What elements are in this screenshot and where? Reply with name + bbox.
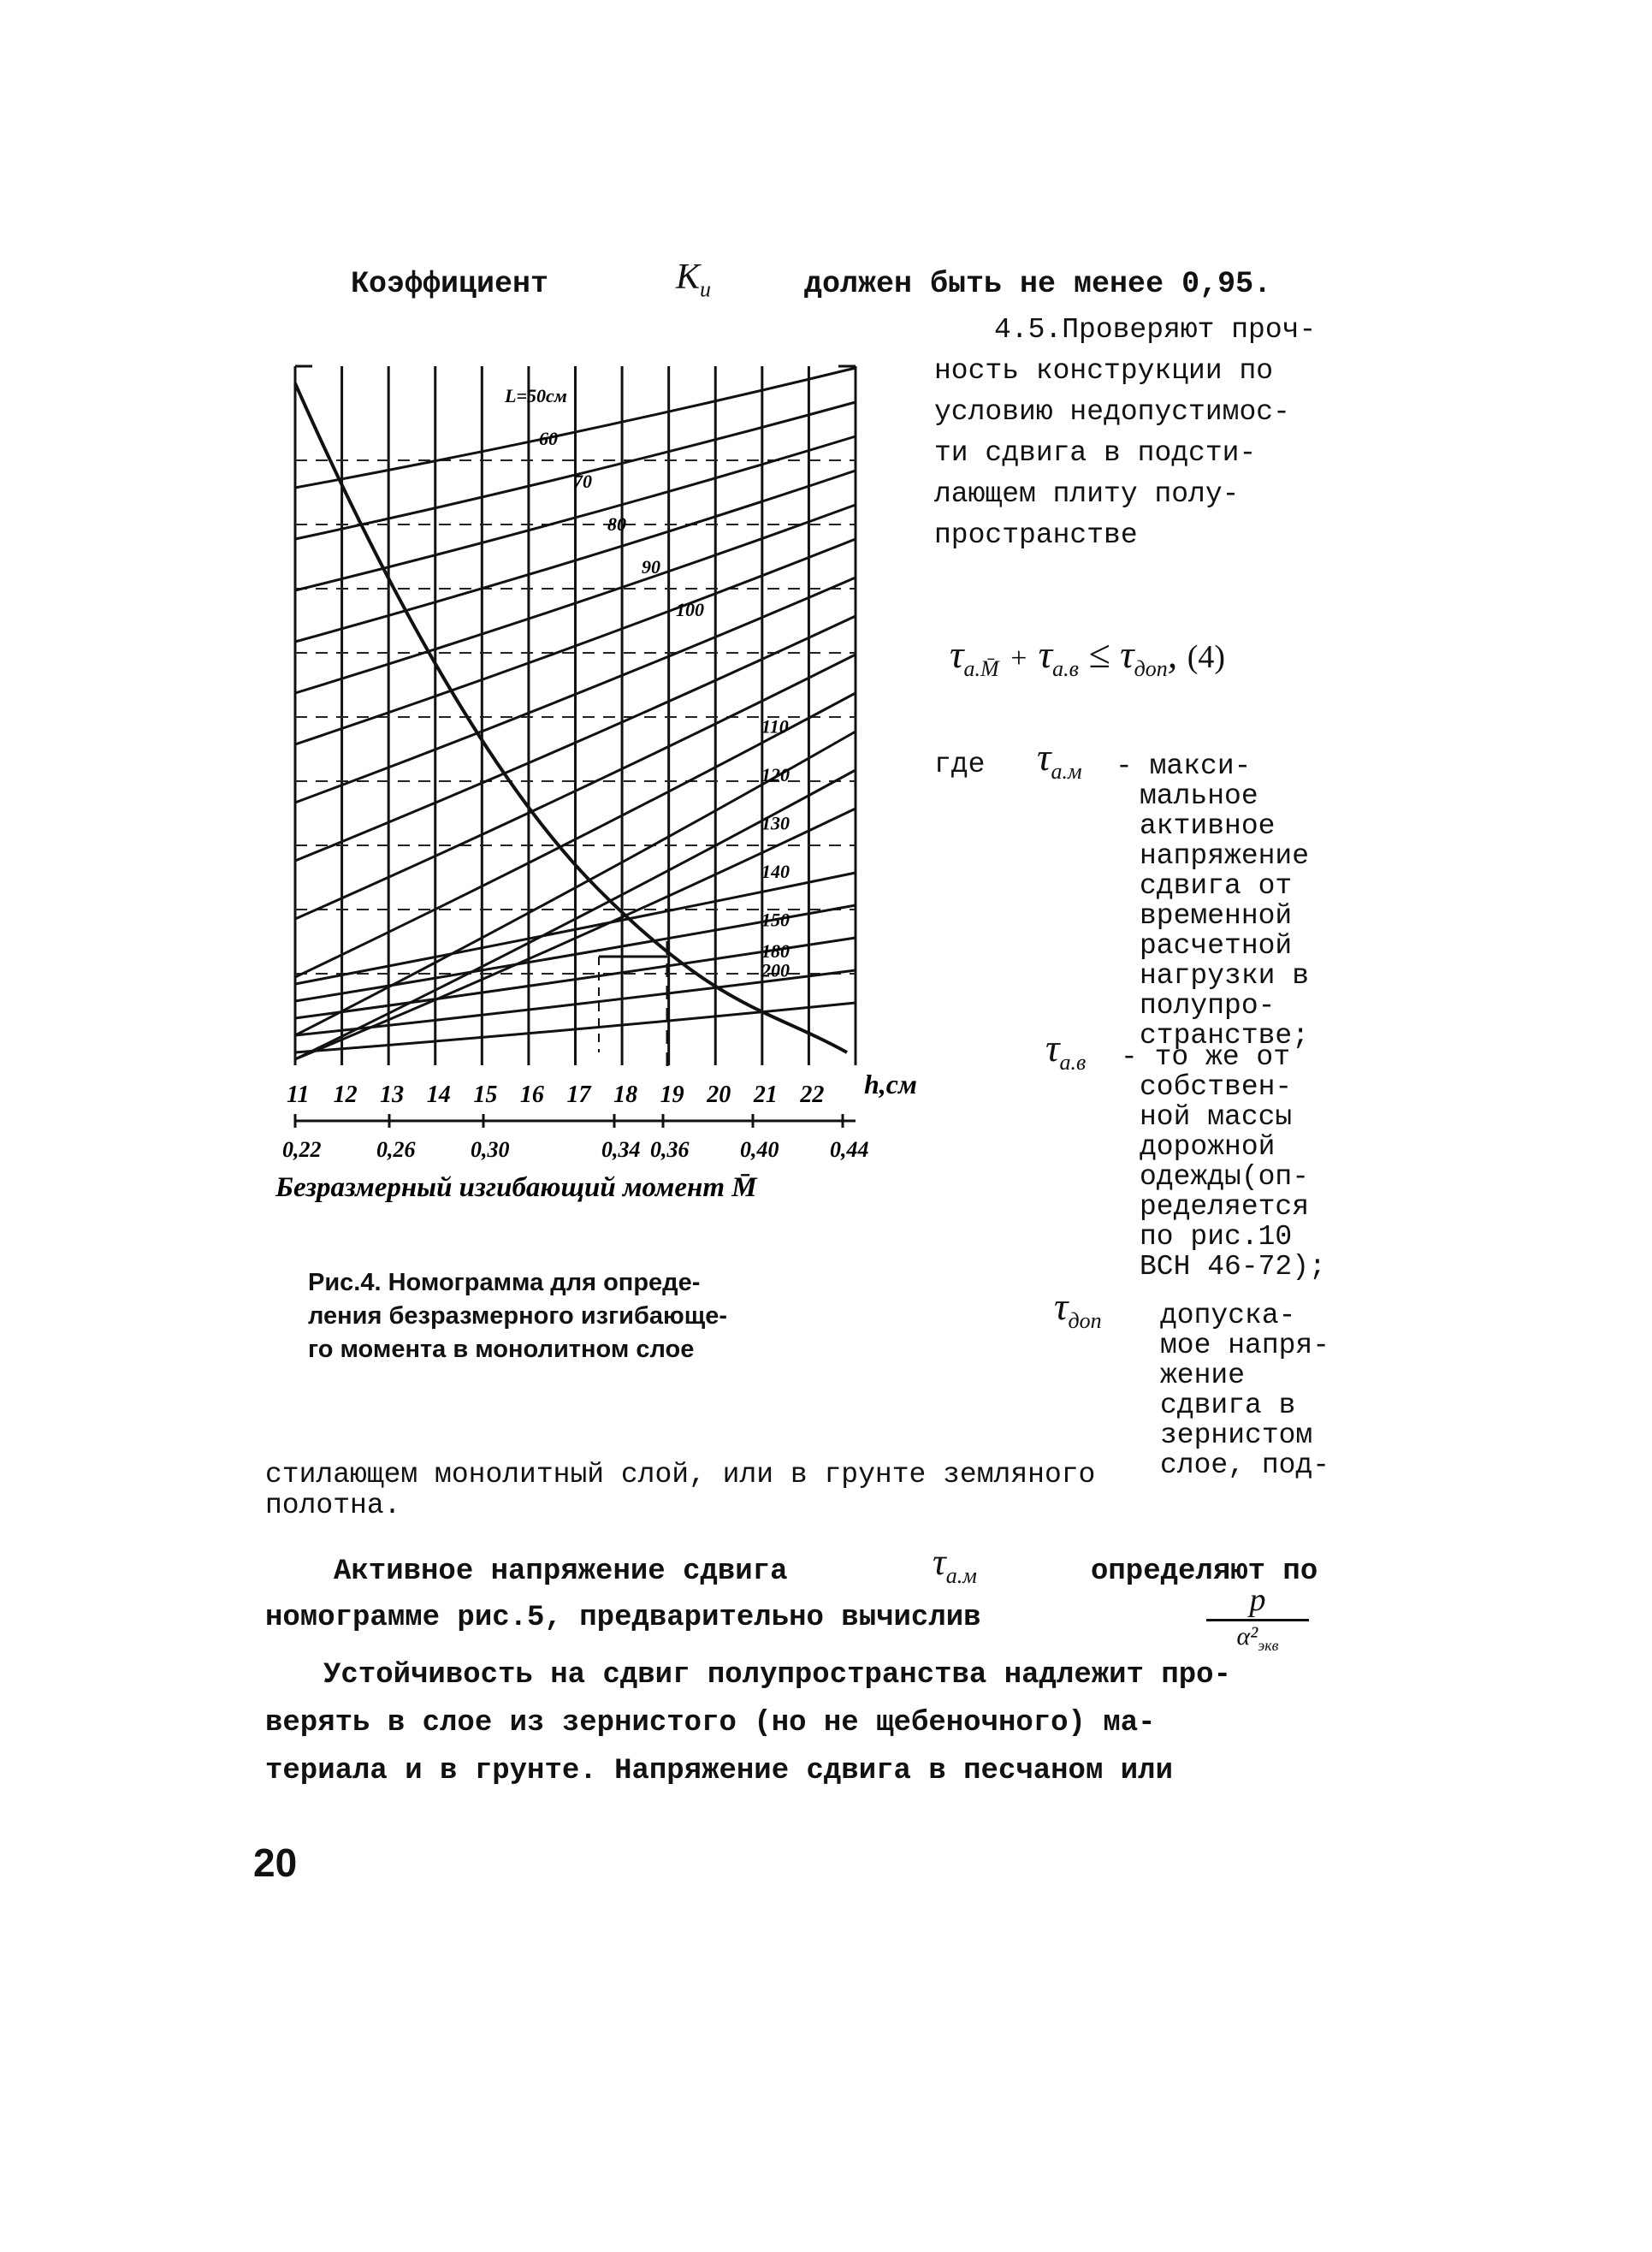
series-label: 200	[761, 959, 790, 981]
def1-text: - макси- мальное активное напряжение сдвига от временной расчетной нагрузки в полупро- странстве;	[1116, 750, 1310, 1052]
right-line: лающем плиту полу-	[934, 478, 1240, 510]
nomogram-chart	[257, 342, 933, 1241]
fraction: p $\alpha^2_{экв}$	[1198, 1583, 1317, 1659]
right-column	[934, 310, 1316, 556]
def3-symbol: $\tau_{доп}$	[1054, 1284, 1102, 1334]
para1-line2: номограмме рис.5, предварительно вычислив	[265, 1602, 981, 1634]
series-label: L=50см	[505, 385, 567, 406]
x-tick-label-bottom: 0,22	[282, 1137, 322, 1162]
x-tick-label-top: 13	[380, 1082, 405, 1108]
x-tick-label-bottom: 0,44	[830, 1137, 869, 1162]
series-label: 60	[539, 428, 558, 449]
x-tick-label-top: 22	[800, 1082, 825, 1108]
para1-symbol: $\tau_{a.м}$	[933, 1541, 977, 1588]
right-line: ность конструкции по	[934, 355, 1274, 387]
right-line: 4.5.Проверяют проч-	[994, 314, 1317, 346]
series-label: 130	[761, 812, 790, 834]
right-line: ти сдвига в подсти-	[934, 437, 1257, 469]
x-tick-label-top: 17	[566, 1082, 591, 1108]
x-unit-label: h,см	[864, 1069, 917, 1099]
where-label: где	[934, 749, 986, 780]
formula-4: $\tau_{a.M̄} + \tau_{a.в} \le \tau_{доп}$, (4)	[950, 632, 1226, 682]
series-label: 90	[642, 556, 660, 578]
x-tick-label-bottom: 0,34	[601, 1137, 641, 1162]
para2: Устойчивость на сдвиг полупространства надлежит про- верять в слое из зернистого (но не щебеночного) ма- териала и в грунте. Напряжение сдвига в песчаном или	[265, 1659, 1231, 1787]
right-line: условию недопустимос-	[934, 396, 1290, 428]
x-tick-label-top: 14	[426, 1082, 451, 1108]
page-number: 20	[253, 1840, 298, 1885]
x-tick-label-top: 15	[473, 1082, 498, 1108]
para1-line1: Активное напряжение сдвига	[334, 1556, 788, 1588]
series-label: 70	[573, 471, 592, 492]
x-tick-label-top: 19	[660, 1082, 684, 1108]
para1-end: определяют по	[1091, 1556, 1318, 1588]
x-tick-label-top: 12	[333, 1082, 358, 1108]
def2-symbol: $\tau_{a.в}$	[1045, 1026, 1087, 1076]
header-line	[351, 264, 548, 305]
ku-symbol: $K_u$	[676, 258, 712, 302]
x-tick-label-bottom: 0,30	[471, 1137, 510, 1162]
series-label: 110	[761, 715, 789, 738]
x-tick-label-top: 20	[707, 1082, 731, 1108]
x-axis-title: Безразмерный изгибающий момент M̄	[275, 1172, 757, 1203]
series-label: 80	[607, 513, 626, 535]
x-tick-label-bottom: 0,26	[376, 1137, 416, 1162]
series-label: 150	[761, 909, 790, 931]
x-tick-label-top: 11	[287, 1082, 310, 1108]
x-tick-label-bottom: 0,40	[740, 1137, 779, 1162]
right-line: пространстве	[934, 519, 1138, 551]
x-tick-label-top: 21	[753, 1082, 778, 1108]
def3-text: допуска- мое напря- жение сдвига в зернистом слое, под-	[1160, 1300, 1330, 1481]
x-tick-label-bottom: 0,36	[650, 1137, 690, 1162]
series-label: 120	[761, 764, 790, 785]
body-continuation: стилающем монолитный слой, или в грунте земляного полотна.	[265, 1459, 1096, 1521]
def2-text: - то же от собствен- ной массы дорожной одежды(оп- ределяется по рис.10 ВСН 46-72);	[1121, 1041, 1326, 1283]
x-tick-label-top: 16	[519, 1082, 544, 1108]
series-label: 180	[761, 940, 790, 962]
x-tick-label-top: 18	[613, 1082, 638, 1108]
header-rest: должен быть не менее 0,95.	[804, 267, 1272, 301]
series-label: 140	[761, 861, 790, 882]
series-label: 100	[676, 599, 704, 620]
def1-symbol: $\tau_{a.м}$	[1037, 735, 1082, 785]
figure-caption: Рис.4. Номограмма для опреде- ления безразмерного изгибающе- го момента в монолитном слое	[308, 1269, 728, 1363]
header-word: Коэффициент	[351, 267, 549, 301]
